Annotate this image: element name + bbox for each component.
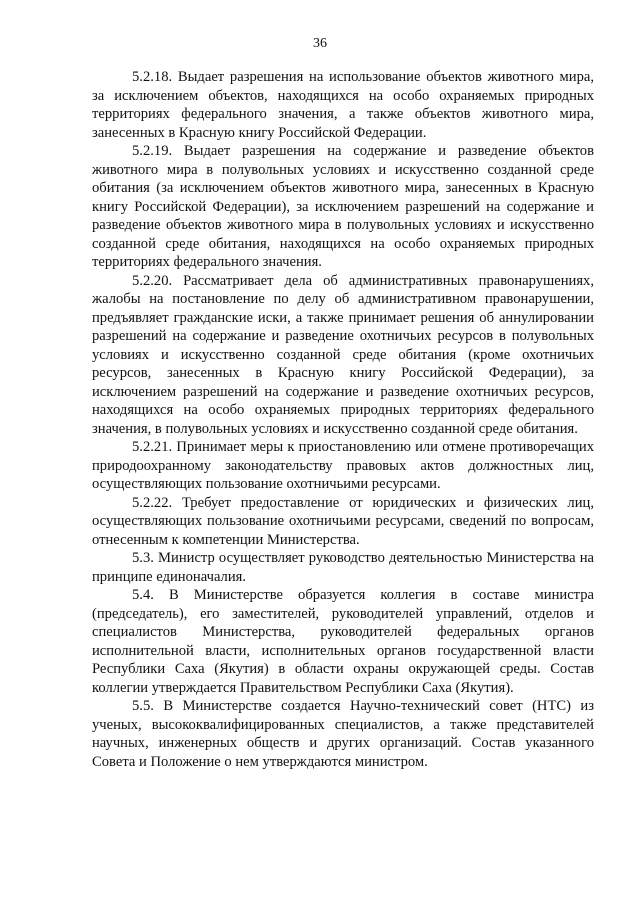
paragraph-5-2-20: 5.2.20. Рассматривает дела об административных правонарушениях, жалобы на постановление по делу об административном правонарушении, предъявляет гражданские иски, а также принимает решения об аннулировании разрешений на содержание и разведение охотничьих ресурсов в полувольных условиях и искусственно созданной среде обитания (кроме охотничьих ресурсов, занесенных в Красную книгу Российской Федерации), за исключением разрешений на содержание и разведение охотничьих ресурсов, находящихся на особо охраняемых природных территориях федерального значения, в полувольных условиях и искусственно созданной среде обитания. bbox=[92, 272, 594, 437]
paragraph-5-2-18: 5.2.18. Выдает разрешения на использование объектов животного мира, за исключением объектов, находящихся на особо охраняемых природных территориях федерального значения, а также объектов животного мира, занесенных в Красную книгу Российской Федерации. bbox=[92, 69, 594, 141]
paragraph-5-3: 5.3. Министр осуществляет руководство деятельностью Министерства на принципе единоначалия. bbox=[92, 550, 594, 585]
paragraph-5-4: 5.4. В Министерстве образуется коллегия в составе министра (председатель), его заместителей, руководителей управлений, отделов и специалистов Министерства, руководителей федеральных органов исполнительной власти, исполнительных органов государственной власти Республики Саха (Якутия) в области охраны окружающей среды. Состав коллегии утверждается Правительством Республики Саха (Якутия). bbox=[92, 587, 594, 696]
page-number: 36 bbox=[313, 36, 327, 51]
paragraph-5-2-19: 5.2.19. Выдает разрешения на содержание и разведение объектов животного мира в полувольных условиях и искусственно созданной среде обитания (за исключением объектов животного мира, занесенных в Красную книгу Российской Федерации), за исключением разрешений на содержание и разведение объектов животного мира в полувольных условиях и искусственно созданной среде обитания, находящихся на особо охраняемых природных территориях федерального значения. bbox=[92, 143, 594, 270]
document-body bbox=[92, 68, 594, 771]
paragraph-5-2-22: 5.2.22. Требует предоставление от юридических и физических лиц, осуществляющих пользование охотничьими ресурсами, сведений по вопросам, отнесенным к компетенции Министерства. bbox=[92, 494, 594, 548]
paragraph-5-5: 5.5. В Министерстве создается Научно-технический совет (НТС) из ученых, высококвалифицированных специалистов, а также представителей научных, инженерных обществ и других организаций. Состав указанного Совета и Положение о нем утверждаются министром. bbox=[92, 698, 594, 770]
paragraph-5-2-21: 5.2.21. Принимает меры к приостановлению или отмене противоречащих природоохранному законодательству правовых актов должностных лиц, осуществляющих пользование охотничьими ресурсами. bbox=[92, 439, 594, 492]
